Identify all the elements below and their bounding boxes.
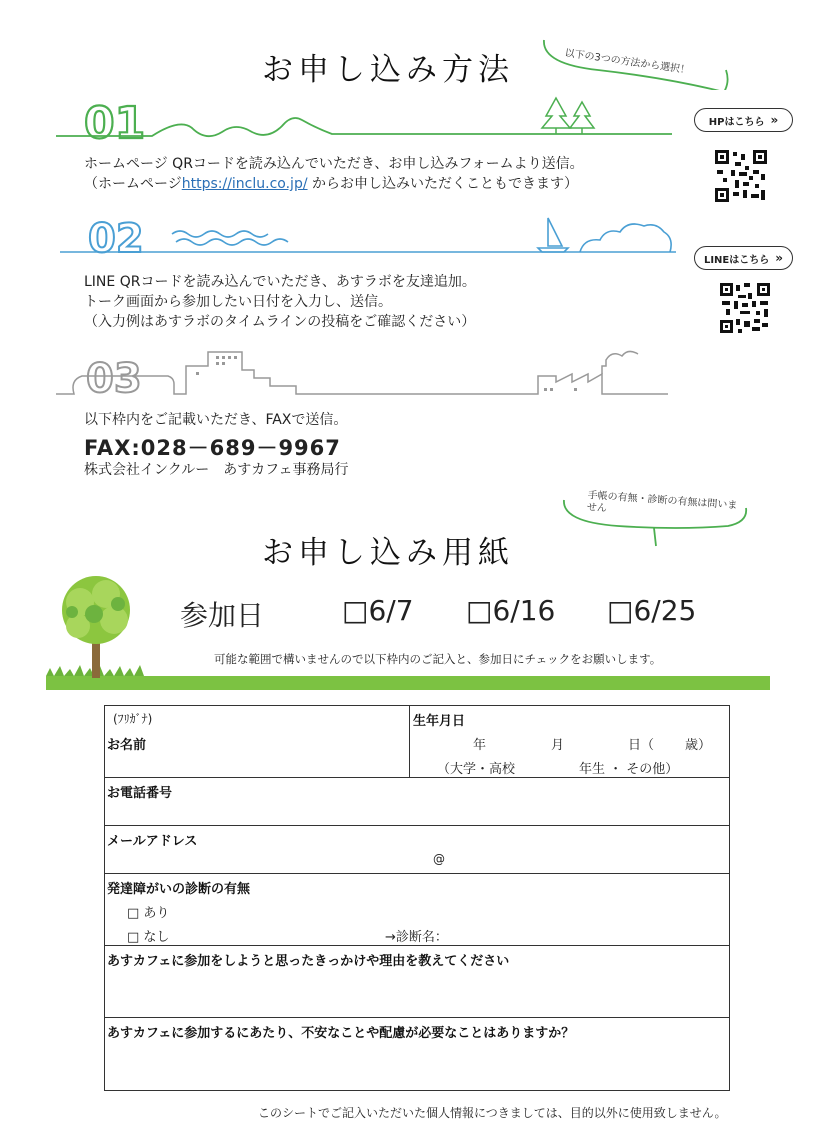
diagnosis-name-label: →診断名： <box>385 930 448 945</box>
hp-button-label: HPはこちら <box>708 116 765 128</box>
method-01-line2-pre: （ホームページ <box>84 176 182 192</box>
form-instruction: 可能な範囲で構いませんので以下枠内のご記入と、参加日にチェックをお願いします。 <box>214 652 662 666</box>
hp-button[interactable] <box>694 108 793 132</box>
email-at-symbol: @ <box>433 852 445 866</box>
line-button[interactable] <box>694 246 793 270</box>
birth-label: 生年月日 <box>413 714 466 729</box>
name-label: お名前 <box>107 738 147 753</box>
name-birth-divider <box>409 706 410 778</box>
phone-label: お電話番号 <box>107 786 173 801</box>
form-note: 手帳の有無・診断の有無は問いません <box>586 490 738 515</box>
page-title: お申し込み方法 <box>262 52 514 88</box>
fax-number: FAX:028－689－9967 <box>84 436 341 460</box>
method-note: 以下の3つの方法から選択！ <box>563 47 691 77</box>
privacy-footer: このシートでご記入いただいた個人情報につきましては、目的以外に使用致しません。 <box>258 1106 727 1120</box>
method-03-illustration <box>56 346 668 400</box>
question-2-input[interactable] <box>111 1042 721 1086</box>
question-1-label: あすカフェに参加をしようと思ったきっかけや理由を教えてください <box>107 954 510 969</box>
method-03-line1: 以下枠内をご記載いただき、FAXで送信。 <box>84 412 348 428</box>
line-qr-code[interactable] <box>720 283 770 333</box>
birth-day-label: 日（ <box>628 738 655 753</box>
birth-month-label: 月 <box>551 738 565 753</box>
age-label: 歳） <box>685 738 712 753</box>
furigana-label: (ﾌﾘｶﾞﾅ) <box>113 712 153 726</box>
method-01-line1: ホームページ QRコードを読み込んでいただき、お申し込みフォームより送信。 <box>84 156 584 172</box>
hp-qr-code[interactable] <box>715 150 767 202</box>
diagnosis-yes-checkbox[interactable]: □ あり <box>127 906 170 921</box>
date-checkbox-2[interactable]: □6/16 <box>466 594 556 627</box>
tree-grass-banner <box>44 572 772 692</box>
website-link[interactable]: https://inclu.co.jp/ <box>181 176 308 192</box>
date-checkbox-1[interactable]: □6/7 <box>342 594 414 627</box>
method-01-number: 01 <box>84 98 146 142</box>
method-02-line2: トーク画面から参加したい日付を入力し、送信。 <box>84 294 392 310</box>
diagnosis-label: 発達障がいの診断の有無 <box>107 882 251 897</box>
double-chevron-right-icon: » <box>770 113 779 127</box>
birth-year-label: 年 <box>473 738 487 753</box>
email-input[interactable] <box>111 848 721 870</box>
method-01-line2-post: からお申し込みいただくこともできます） <box>307 176 579 192</box>
school-label: （大学・高校 <box>437 762 516 777</box>
double-chevron-right-icon: » <box>775 251 784 265</box>
method-02-line3: （入力例はあすラボのタイムラインの投稿をご確認ください） <box>84 314 476 330</box>
company-name: 株式会社インクルー あすカフェ事務局行 <box>84 462 349 478</box>
grade-label: 年生 ・ その他） <box>579 762 679 777</box>
phone-input[interactable] <box>111 800 721 822</box>
diagnosis-no-checkbox[interactable]: □ なし <box>127 930 170 945</box>
method-02-illustration <box>60 216 676 258</box>
method-01-line2 <box>84 174 578 194</box>
method-01-illustration <box>56 94 672 142</box>
method-02-line1: LINE QRコードを読み込んでいただき、あすラボを友達追加。 <box>84 274 476 290</box>
method-03-number: 03 <box>86 356 142 400</box>
application-form <box>104 705 730 1091</box>
form-title: お申し込み用紙 <box>262 535 514 571</box>
email-label: メールアドレス <box>107 834 198 849</box>
name-input[interactable] <box>111 752 401 774</box>
question-2-label: あすカフェに参加するにあたり、不安なことや配慮が必要なことはありますか？ <box>107 1026 575 1041</box>
line-button-label: LINEはこちら <box>703 254 770 266</box>
date-checkbox-3[interactable]: □6/25 <box>607 594 697 627</box>
participation-date-label: 参加日 <box>180 599 265 632</box>
method-02-number: 02 <box>88 216 144 258</box>
question-1-input[interactable] <box>111 970 721 1014</box>
